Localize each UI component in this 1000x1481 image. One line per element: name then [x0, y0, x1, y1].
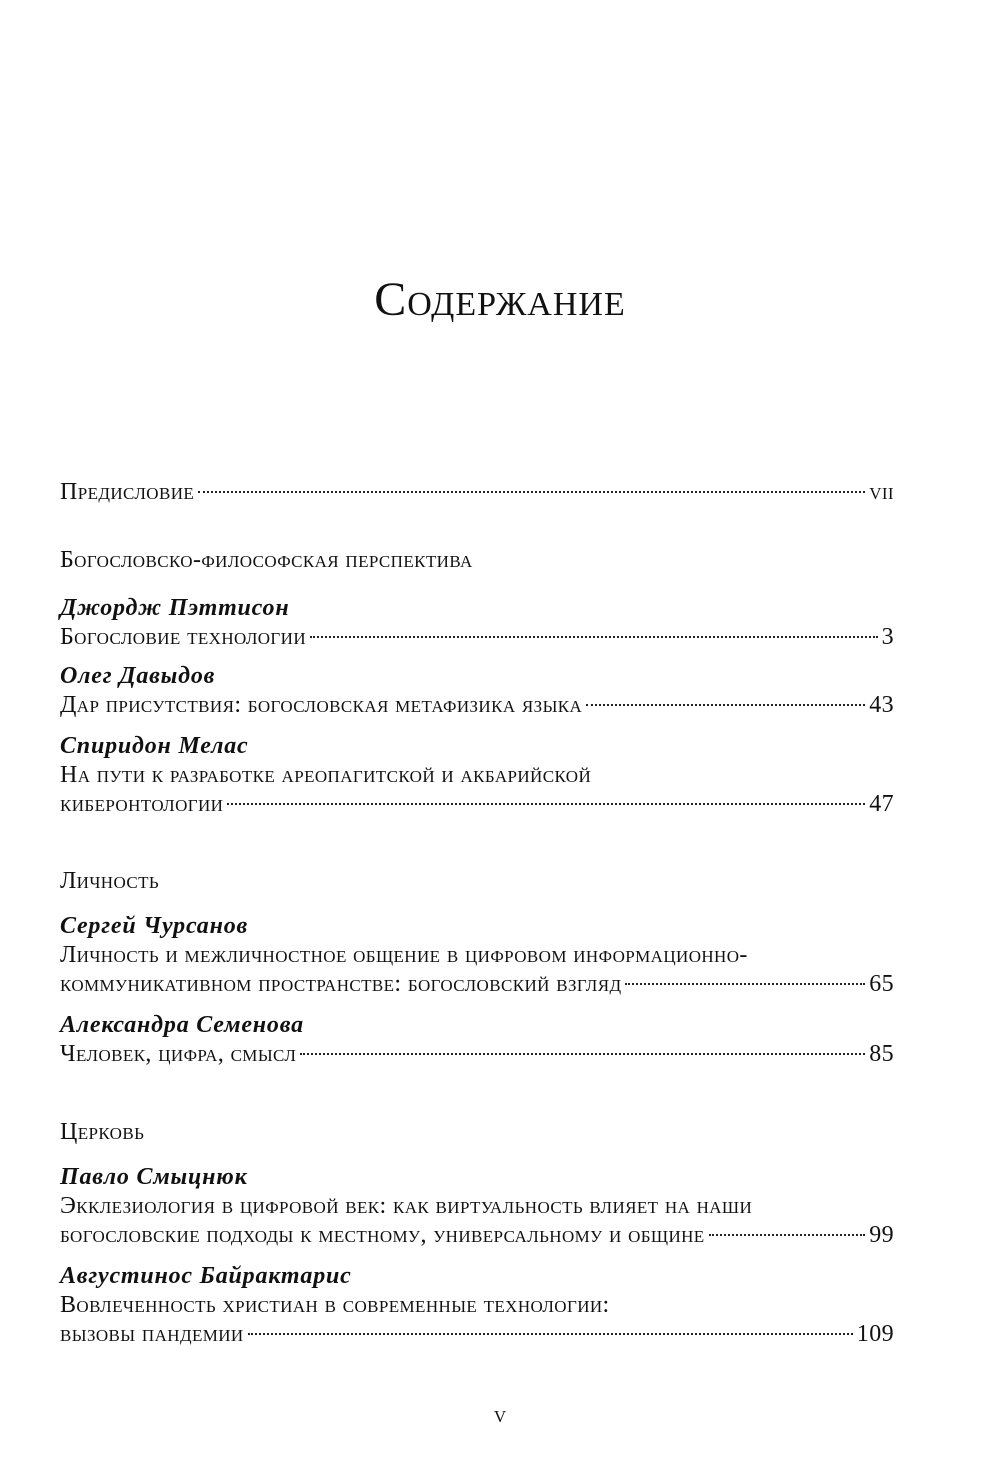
- entry-title: киберонтологии: [60, 791, 224, 817]
- section-heading: Богословско-философская перспектива: [60, 547, 473, 573]
- entry-author: Александра Семенова: [60, 1012, 304, 1038]
- entry-title: Дар присутствия: богословская метафизика языка: [60, 692, 583, 718]
- entry-author: Августинос Байрактарис: [60, 1263, 352, 1289]
- entry-author: Сергей Чурсанов: [60, 913, 249, 939]
- toc-entry[interactable]: [60, 789, 894, 819]
- entry-title: богословские подходы к местному, универсальному и общине: [60, 1222, 705, 1248]
- entry-author: Спиридон Мелас: [60, 733, 249, 759]
- toc-entry[interactable]: [60, 622, 894, 652]
- dot-leader: [625, 983, 865, 985]
- page-number: 43: [869, 692, 894, 718]
- page-number: 47: [869, 791, 894, 817]
- dot-leader: [300, 1053, 865, 1055]
- page-number: 109: [856, 1321, 894, 1347]
- page-number: 65: [869, 971, 894, 997]
- toc-entry[interactable]: [60, 1319, 894, 1349]
- page-folio: v: [493, 1402, 507, 1428]
- entry-author: Олег Давыдов: [60, 663, 216, 689]
- entry-title: коммуникативном пространстве: богословский взгляд: [60, 971, 622, 997]
- section-heading: Церковь: [60, 1119, 145, 1145]
- entry-title: вызовы пандемии: [60, 1321, 244, 1347]
- entry-title: Предисловие: [60, 479, 195, 505]
- entry-title-line: Вовлеченность христиан в современные технологии:: [60, 1292, 610, 1318]
- page-number: 3: [881, 624, 894, 650]
- entry-title-line: Личность и межличностное общение в цифровом информационно-: [60, 942, 748, 968]
- dot-leader: [709, 1234, 866, 1236]
- dot-leader: [227, 803, 865, 805]
- toc-entry[interactable]: [60, 1220, 894, 1250]
- dot-leader: [198, 491, 865, 493]
- page-number: 99: [869, 1222, 894, 1248]
- entry-title-line: На пути к разработке ареопагитской и акбарийской: [60, 762, 592, 788]
- entry-title: Человек, цифра, смысл: [60, 1041, 297, 1067]
- section-heading: Личность: [60, 868, 160, 894]
- toc-entry[interactable]: [60, 969, 894, 999]
- dot-leader: [310, 636, 878, 638]
- entry-author: Павло Смыцнюк: [60, 1164, 248, 1190]
- entry-title: Богословие технологии: [60, 624, 307, 650]
- toc-entry[interactable]: [60, 690, 894, 720]
- page-title: Содержание: [374, 273, 626, 326]
- page-number: vii: [869, 479, 894, 505]
- entry-author: Джордж Пэттисон: [60, 595, 290, 621]
- toc-entry[interactable]: [60, 1039, 894, 1069]
- dot-leader: [248, 1333, 853, 1335]
- page-number: 85: [869, 1041, 894, 1067]
- dot-leader: [586, 704, 865, 706]
- entry-title-line: Экклезиология в цифровой век: как виртуальность влияет на наши: [60, 1193, 753, 1219]
- toc-entry-preface[interactable]: [60, 477, 894, 507]
